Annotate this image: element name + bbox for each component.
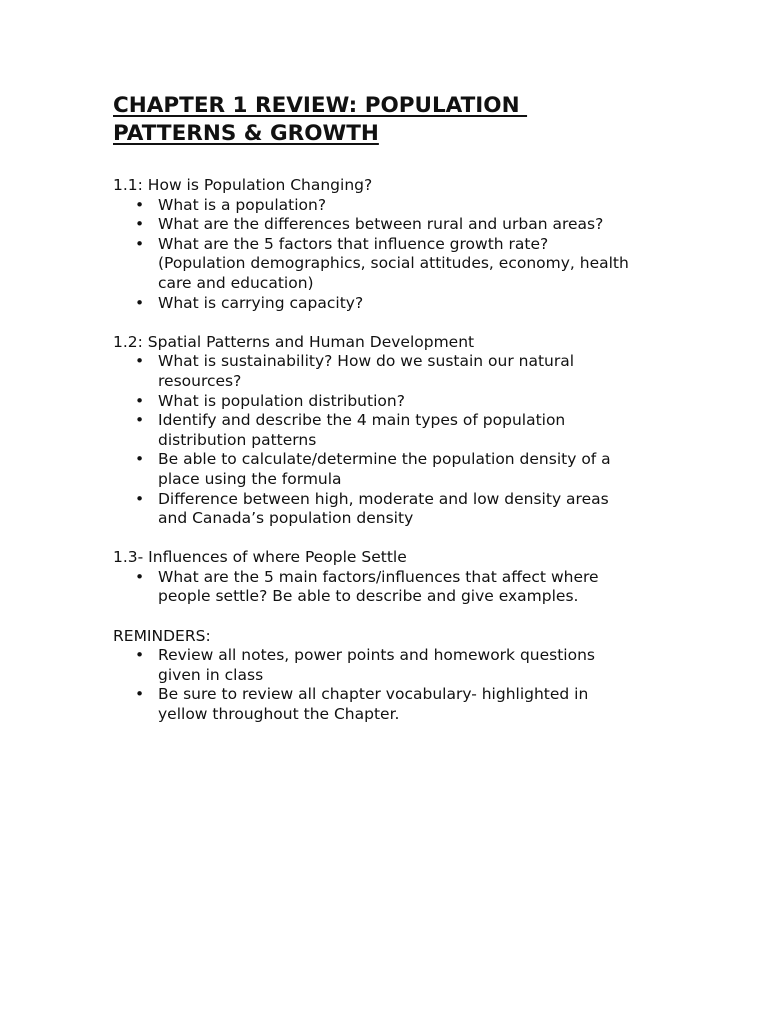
bullet-icon: • bbox=[135, 411, 145, 430]
bullet-text-line: What are the differences between rural and urban areas? bbox=[158, 215, 604, 234]
bullet-item bbox=[113, 646, 673, 685]
title-line-2: PATTERNS & GROWTH bbox=[113, 121, 379, 146]
bullet-text-line: people settle? Be able to describe and give examples. bbox=[158, 587, 579, 606]
bullet-icon: • bbox=[135, 195, 145, 214]
bullet-item bbox=[113, 294, 673, 314]
bullet-item bbox=[113, 568, 673, 607]
bullet-list bbox=[113, 568, 673, 607]
bullet-list bbox=[113, 352, 673, 528]
bullet-icon: • bbox=[135, 450, 145, 469]
section-heading: REMINDERS: bbox=[113, 626, 211, 645]
bullet-text-line: and Canada’s population density bbox=[158, 509, 414, 528]
bullet-icon: • bbox=[135, 489, 145, 508]
bullet-text-line: What is sustainability? How do we sustain our natural bbox=[158, 352, 575, 371]
review-sections bbox=[113, 176, 673, 725]
bullet-icon: • bbox=[135, 234, 145, 253]
bullet-item bbox=[113, 685, 673, 724]
bullet-text-line: What are the 5 main factors/influences that affect where bbox=[158, 567, 599, 586]
bullet-icon: • bbox=[135, 293, 145, 312]
document-page bbox=[113, 92, 673, 725]
bullet-text-line: Review all notes, power points and homework questions bbox=[158, 646, 595, 665]
bullet-item bbox=[113, 196, 673, 216]
bullet-item bbox=[113, 490, 673, 529]
bullet-text-line: place using the formula bbox=[158, 469, 342, 488]
section-3 bbox=[113, 548, 673, 607]
bullet-icon: • bbox=[135, 352, 145, 371]
bullet-text-line: Difference between high, moderate and low density areas bbox=[158, 489, 609, 508]
bullet-item bbox=[113, 352, 673, 391]
bullet-text-line: Identify and describe the 4 main types of population bbox=[158, 411, 566, 430]
bullet-text-line: (Population demographics, social attitudes, economy, health bbox=[158, 254, 629, 273]
bullet-icon: • bbox=[135, 567, 145, 586]
bullet-text-line: Be able to calculate/determine the population density of a bbox=[158, 450, 611, 469]
bullet-text-line: resources? bbox=[158, 371, 242, 390]
bullet-text-line: What are the 5 factors that influence growth rate? bbox=[158, 234, 549, 253]
section-4 bbox=[113, 627, 673, 725]
bullet-icon: • bbox=[135, 391, 145, 410]
section-heading: 1.1: How is Population Changing? bbox=[113, 176, 373, 194]
bullet-text-line: What is carrying capacity? bbox=[158, 293, 364, 312]
bullet-text-line: What is population distribution? bbox=[158, 391, 405, 410]
bullet-text-line: Be sure to review all chapter vocabulary- highlighted in bbox=[158, 685, 589, 704]
bullet-text-line: given in class bbox=[158, 665, 264, 684]
bullet-item bbox=[113, 450, 673, 489]
bullet-item bbox=[113, 411, 673, 450]
bullet-item bbox=[113, 235, 673, 294]
bullet-list bbox=[113, 196, 673, 314]
bullet-icon: • bbox=[135, 646, 145, 665]
section-heading: 1.2: Spatial Patterns and Human Development bbox=[113, 332, 475, 351]
bullet-icon: • bbox=[135, 685, 145, 704]
bullet-icon: • bbox=[135, 215, 145, 234]
section-1 bbox=[113, 176, 673, 313]
section-heading: 1.3- Influences of where People Settle bbox=[113, 548, 407, 567]
bullet-text-line: yellow throughout the Chapter. bbox=[158, 705, 400, 724]
bullet-item bbox=[113, 215, 673, 235]
bullet-item bbox=[113, 392, 673, 412]
bullet-text-line: care and education) bbox=[158, 273, 314, 292]
bullet-text-line: distribution patterns bbox=[158, 430, 317, 449]
bullet-text-line: What is a population? bbox=[158, 195, 327, 214]
title-line-1: CHAPTER 1 REVIEW: POPULATION bbox=[113, 93, 528, 118]
document-title bbox=[113, 92, 673, 148]
section-2 bbox=[113, 333, 673, 529]
bullet-list bbox=[113, 646, 673, 724]
